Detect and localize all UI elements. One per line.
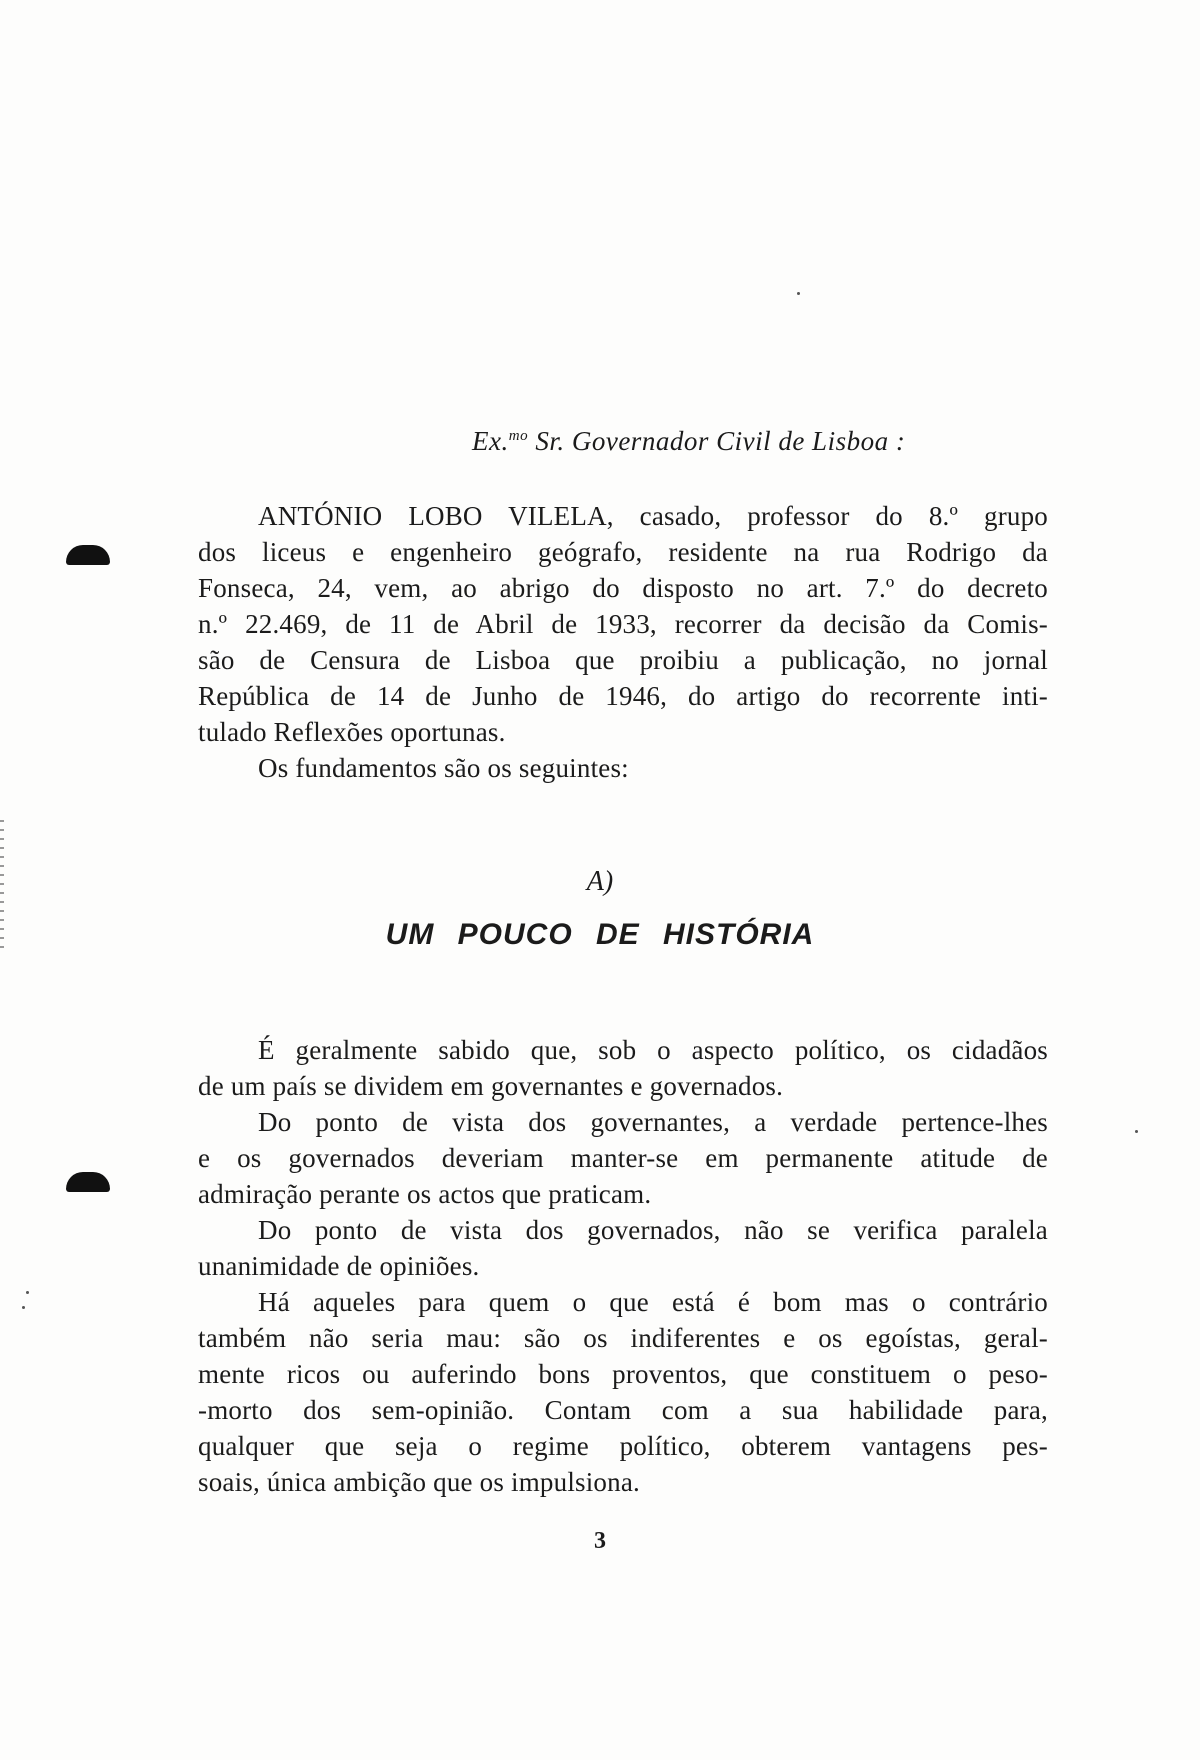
text-line: qualquer que seja o regime político, obterem vantagens pes-	[198, 1431, 1048, 1461]
petition-paragraph	[198, 498, 1048, 786]
page-number: 3	[594, 1528, 606, 1554]
section-letter: A)	[586, 866, 614, 897]
punch-hole-mark-bottom	[66, 1172, 110, 1192]
salutation-superscript: mo	[508, 428, 529, 444]
scan-speck	[26, 1291, 29, 1294]
text-line: n.º 22.469, de 11 de Abril de 1933, recorrer da decisão da Comis-	[198, 609, 1048, 639]
text-line: República de 14 de Junho de 1946, do artigo do recorrente inti-	[198, 681, 1048, 711]
salutation-rest: Sr. Governador Civil de Lisboa :	[528, 426, 906, 456]
text-line: de um país se dividem em governantes e governados.	[198, 1071, 784, 1101]
scan-speck	[797, 292, 800, 295]
text-line: tulado Reflexões oportunas.	[198, 717, 506, 747]
text-line: -morto dos sem-opinião. Contam com a sua habilidade para,	[198, 1395, 1048, 1425]
text-line: soais, única ambição que os impulsiona.	[198, 1467, 640, 1497]
text-line: são de Censura de Lisboa que proibiu a publicação, no jornal	[198, 645, 1048, 675]
text-line: É geralmente sabido que, sob o aspecto político, os cidadãos	[258, 1035, 1048, 1065]
text-line: também não seria mau: são os indiferentes e os egoístas, geral-	[198, 1323, 1048, 1353]
text-line: Do ponto de vista dos governados, não se verifica paralela	[258, 1215, 1048, 1245]
scan-speck	[1135, 1130, 1138, 1133]
punch-hole-mark-top	[66, 545, 110, 565]
text-line: mente ricos ou auferindo bons proventos, que constituem o peso-	[198, 1359, 1048, 1389]
text-line: admiração perante os actos que praticam.	[198, 1179, 652, 1209]
text-line: ANTÓNIO LOBO VILELA, casado, professor do 8.º grupo	[258, 501, 1048, 531]
text-line: e os governados deveriam manter-se em permanente atitude de	[198, 1143, 1048, 1173]
text-line: dos liceus e engenheiro geógrafo, residente na rua Rodrigo da	[198, 537, 1048, 567]
text-line: unanimidade de opiniões.	[198, 1251, 480, 1281]
grounds-intro: Os fundamentos são os seguintes:	[258, 753, 629, 783]
text-line: Do ponto de vista dos governantes, a verdade pertence-lhes	[258, 1107, 1048, 1137]
salutation	[472, 426, 905, 457]
history-body	[198, 1032, 1048, 1500]
salutation-main: Ex.	[472, 426, 509, 456]
text-line: Fonseca, 24, vem, ao abrigo do disposto no art. 7.º do decreto	[198, 573, 1048, 603]
section-title: UM POUCO DE HISTÓRIA	[385, 918, 815, 951]
scan-speck	[22, 1306, 25, 1309]
text-line: Há aqueles para quem o que está é bom mas o contrário	[258, 1287, 1048, 1317]
